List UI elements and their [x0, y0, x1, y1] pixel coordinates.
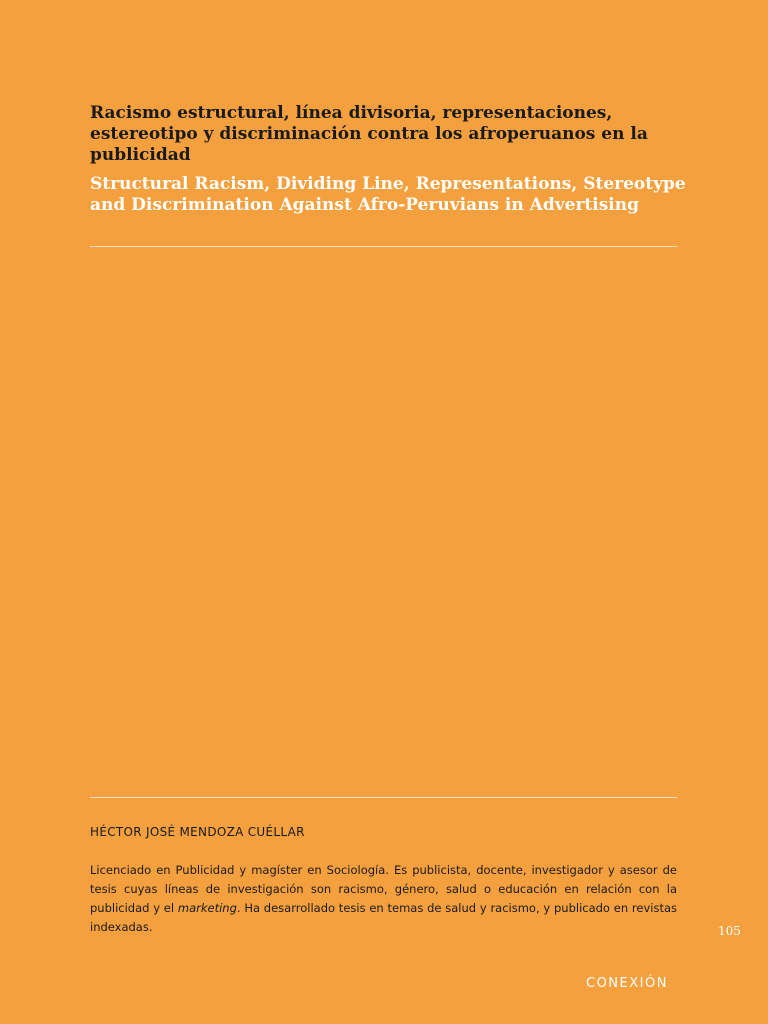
title-english: Structural Racism, Dividing Line, Representations, Stereotype and Discrimination Against Afro-Peruvians in Advertising — [90, 174, 686, 215]
author-bio — [90, 861, 677, 937]
divider-bottom — [90, 797, 677, 798]
author-name: HÉCTOR JOSÉ MENDOZA CUÉLLAR — [90, 825, 305, 839]
author-bio-text-2: . Ha desarrollado tesis en temas de salud y racismo, y publicado en revistas indexadas. — [90, 901, 677, 934]
title-spanish: Racismo estructural, línea divisoria, representaciones, estereotipo y discriminación contra los afroperuanos en la publicidad — [90, 103, 648, 165]
divider-top — [90, 246, 677, 247]
journal-logo: CONEXIÓN — [586, 976, 668, 991]
author-bio-emphasis: marketing — [177, 901, 237, 915]
page-number: 105 — [718, 924, 741, 938]
author-bio-text-1: Licenciado en Publicidad y magíster en Sociología. Es publicista, docente, investigador y asesor de tesis cuyas líneas de investigación son racismo, género, salud o educación en relación con la publicidad y el — [90, 863, 677, 915]
